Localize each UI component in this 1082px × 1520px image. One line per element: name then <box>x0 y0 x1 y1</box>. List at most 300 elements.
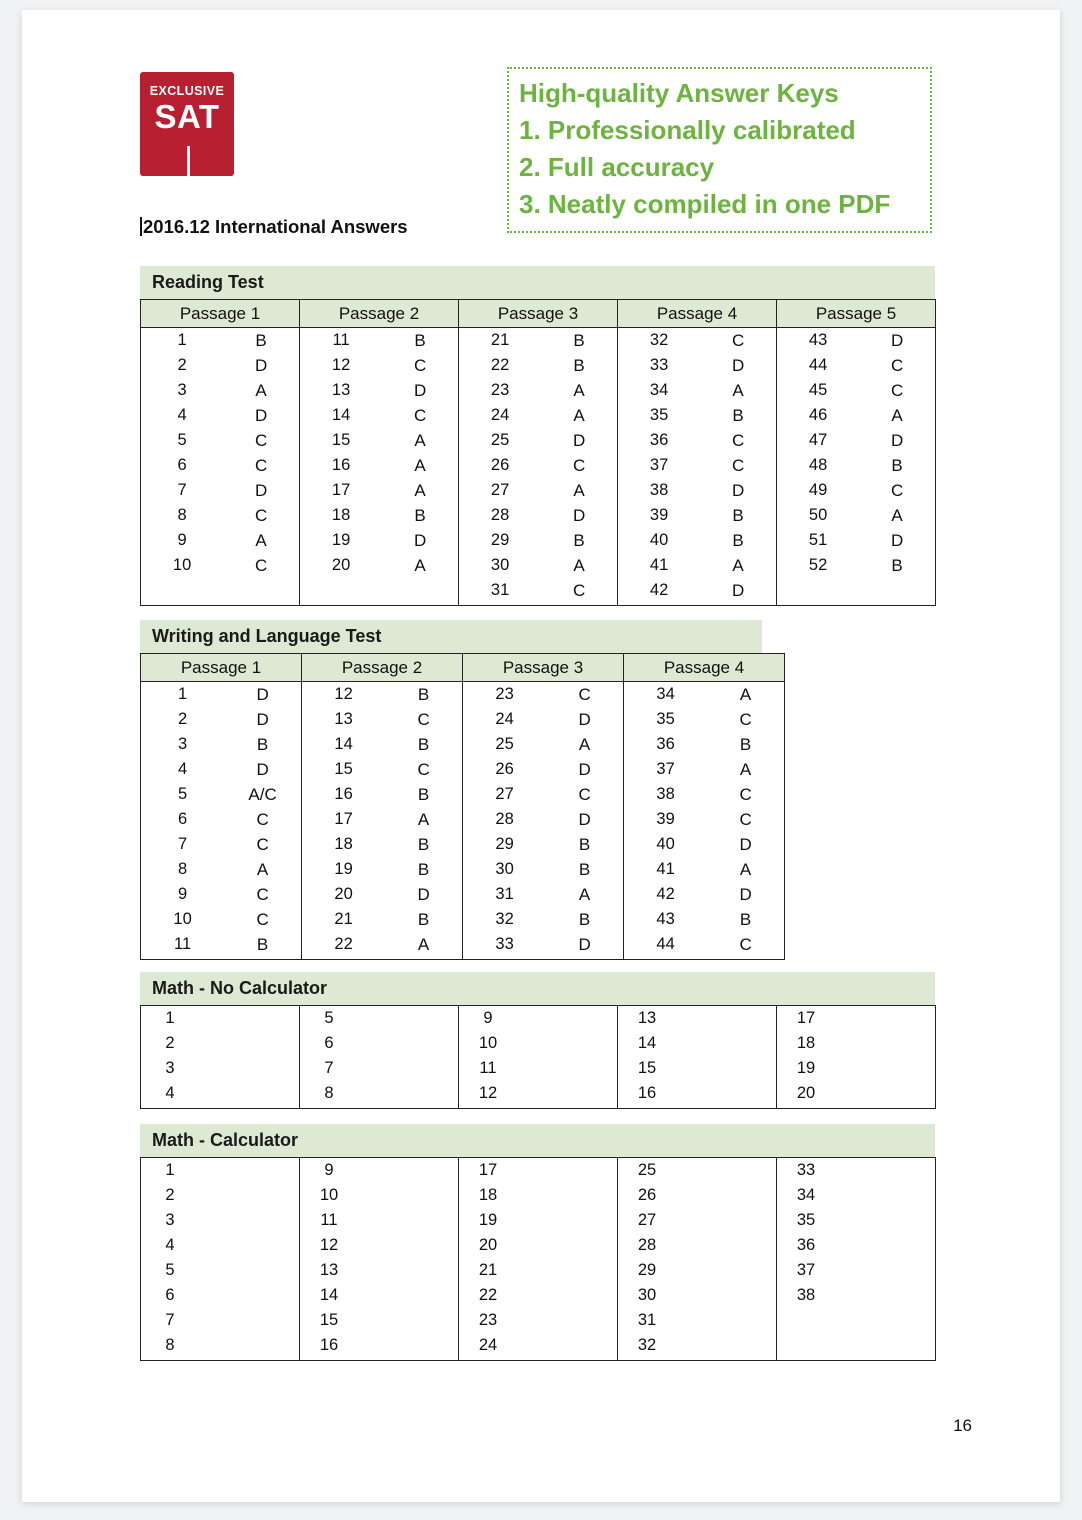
table-row <box>141 403 936 428</box>
answer-cell-16 <box>300 453 459 478</box>
answer-cell-14 <box>300 403 459 428</box>
question-number: 40 <box>656 835 675 853</box>
answer-cell-content <box>777 353 935 378</box>
answer-cell-23 <box>459 378 618 403</box>
answer-value: B <box>732 505 744 525</box>
answer-cell-content <box>459 1233 617 1258</box>
answer-cell-10 <box>300 1183 459 1208</box>
answer-cell-content <box>459 1031 617 1056</box>
question-number: 31 <box>495 885 514 903</box>
answer-value: A <box>891 505 903 525</box>
answer-cell-5 <box>300 1006 459 1032</box>
answer-cell-52 <box>777 553 936 578</box>
answer-value: D <box>890 330 904 350</box>
table-row <box>141 1208 936 1233</box>
answer-cell-content <box>618 1258 776 1283</box>
question-number: 17 <box>331 481 351 499</box>
answer-cell-content <box>300 353 458 378</box>
question-number: 39 <box>656 810 675 828</box>
answer-cell-content <box>302 832 462 857</box>
question-number: 15 <box>637 1059 657 1077</box>
answer-cell-content <box>141 1158 299 1183</box>
question-number: 34 <box>656 685 675 703</box>
column-header-2: Passage 2 <box>300 300 459 328</box>
answer-cell-content <box>618 1006 776 1031</box>
answer-cell-24 <box>459 1333 618 1361</box>
answer-cell-51 <box>777 528 936 553</box>
table-row <box>141 503 936 528</box>
answer-cell-44 <box>624 932 785 960</box>
answer-cell-content <box>300 1283 458 1308</box>
question-number: 28 <box>490 506 510 524</box>
answer-cell-content <box>302 732 462 757</box>
answer-cell-37 <box>618 453 777 478</box>
answer-cell-content <box>618 1081 776 1106</box>
table-row <box>141 1233 936 1258</box>
answer-cell-15 <box>300 1308 459 1333</box>
answer-cell-2 <box>141 1183 300 1208</box>
answer-cell-20 <box>459 1233 618 1258</box>
answer-value: A <box>414 430 426 450</box>
answer-value: A <box>414 455 426 475</box>
question-number: 1 <box>165 1161 175 1179</box>
question-number: 4 <box>177 406 187 424</box>
question-number: 20 <box>334 885 353 903</box>
question-number: 24 <box>478 1336 498 1354</box>
answer-cell-content <box>302 932 462 957</box>
question-number: 4 <box>178 760 188 778</box>
section-title-writing-and-language-test: Writing and Language Test <box>140 620 762 653</box>
question-number: 38 <box>796 1286 816 1304</box>
answer-value: A/C <box>248 784 277 804</box>
answer-cell-4 <box>141 1081 300 1109</box>
answer-cell-content <box>300 1031 458 1056</box>
answer-value: B <box>573 330 585 350</box>
answer-cell-16 <box>300 1333 459 1361</box>
answer-cell-content <box>463 807 623 832</box>
empty-cell-spacer <box>777 1308 935 1333</box>
question-number: 9 <box>178 885 188 903</box>
answer-value: A <box>573 405 585 425</box>
question-number: 10 <box>478 1034 498 1052</box>
answer-value: B <box>417 909 430 929</box>
question-number: 30 <box>490 556 510 574</box>
answer-cell-content <box>302 682 462 707</box>
question-number: 8 <box>324 1084 334 1102</box>
answer-cell-16 <box>302 782 463 807</box>
answer-cell-content <box>777 528 935 553</box>
table-row <box>141 1031 936 1056</box>
question-number: 5 <box>324 1009 334 1027</box>
question-number: 44 <box>656 935 675 953</box>
answer-cell-content <box>141 882 301 907</box>
answer-cell-22 <box>459 353 618 378</box>
logo-divider-bar <box>187 146 190 180</box>
question-number: 52 <box>808 556 828 574</box>
answer-cell-content <box>618 1283 776 1308</box>
answer-cell-content <box>463 882 623 907</box>
answer-value: D <box>731 355 745 375</box>
answer-value: A <box>573 380 585 400</box>
answer-cell-content <box>777 378 935 403</box>
answer-value: D <box>890 430 904 450</box>
answer-cell-42 <box>618 578 777 606</box>
answer-cell-18 <box>302 832 463 857</box>
answer-cell-content <box>141 707 301 732</box>
question-number: 22 <box>478 1286 498 1304</box>
answer-value: A <box>256 859 269 879</box>
answer-value: C <box>739 809 752 829</box>
question-number: 44 <box>808 356 828 374</box>
question-number: 14 <box>334 735 353 753</box>
answer-cell-5 <box>141 428 300 453</box>
exclusive-sat-logo <box>140 72 234 176</box>
table-row <box>141 578 936 606</box>
answer-value: B <box>573 355 585 375</box>
question-number: 33 <box>649 356 669 374</box>
answer-value: B <box>417 859 430 879</box>
page-title <box>140 216 408 238</box>
question-number: 32 <box>649 331 669 349</box>
answer-cell-content <box>777 1258 935 1283</box>
answer-cell-content <box>777 1031 935 1056</box>
answer-cell-20 <box>302 882 463 907</box>
section-title-reading-test: Reading Test <box>140 266 935 299</box>
answer-cell-content <box>777 1208 935 1233</box>
question-number: 18 <box>331 506 351 524</box>
table-row <box>141 1056 936 1081</box>
question-number: 41 <box>649 556 669 574</box>
answer-cell-2 <box>141 1031 300 1056</box>
answer-cell-content <box>618 1031 776 1056</box>
answer-value: D <box>256 684 269 704</box>
answer-value: B <box>578 859 591 879</box>
answer-cell-6 <box>141 1283 300 1308</box>
answer-cell-content <box>777 1006 935 1031</box>
answer-cell-content <box>459 403 617 428</box>
answer-cell-7 <box>141 478 300 503</box>
answer-value: D <box>739 884 752 904</box>
answer-cell-content <box>459 528 617 553</box>
question-number: 16 <box>331 456 351 474</box>
answer-cell-content <box>141 353 299 378</box>
question-number: 20 <box>796 1084 816 1102</box>
question-number: 19 <box>478 1211 498 1229</box>
answer-cell-17 <box>777 1006 936 1032</box>
answer-cell-content <box>618 453 776 478</box>
question-number: 18 <box>478 1186 498 1204</box>
answer-cell-content <box>624 782 784 807</box>
question-number: 17 <box>796 1009 816 1027</box>
question-number: 25 <box>637 1161 657 1179</box>
answer-cell-content <box>624 707 784 732</box>
question-number: 1 <box>178 685 188 703</box>
table-row <box>141 1158 936 1184</box>
answer-cell-content <box>141 932 301 957</box>
question-number: 20 <box>331 556 351 574</box>
question-number: 29 <box>637 1261 657 1279</box>
answer-value: D <box>256 709 269 729</box>
answer-cell-content <box>777 328 935 353</box>
promo-line-2: 2. Full accuracy <box>519 151 715 182</box>
answer-cell-content <box>141 453 299 478</box>
answer-cell-content <box>459 1158 617 1183</box>
question-number: 30 <box>495 860 514 878</box>
table-row <box>141 932 785 960</box>
answer-cell-content <box>141 782 301 807</box>
answer-value: D <box>256 759 269 779</box>
table-row <box>141 478 936 503</box>
answer-cell-content <box>459 503 617 528</box>
answer-value: B <box>891 455 903 475</box>
answer-cell-content <box>777 478 935 503</box>
question-number: 13 <box>331 381 351 399</box>
answer-value: B <box>414 505 426 525</box>
answer-value: D <box>254 355 268 375</box>
answer-cell-content <box>141 1233 299 1258</box>
answer-value: C <box>256 884 269 904</box>
answer-cell-content <box>777 503 935 528</box>
answer-cell-49 <box>777 478 936 503</box>
column-header-3: Passage 3 <box>459 300 618 328</box>
question-number: 16 <box>637 1084 657 1102</box>
answer-cell-content <box>624 807 784 832</box>
answer-value: A <box>739 684 752 704</box>
answer-value: C <box>254 505 268 525</box>
answer-cell-50 <box>777 503 936 528</box>
answer-cell-43 <box>777 328 936 354</box>
question-number: 3 <box>177 381 187 399</box>
answer-cell-3 <box>141 732 302 757</box>
answer-cell-5 <box>141 1258 300 1283</box>
answer-cell-content <box>302 857 462 882</box>
answer-cell-26 <box>618 1183 777 1208</box>
answer-cell-content <box>463 682 623 707</box>
answer-cell-content <box>141 378 299 403</box>
question-number: 48 <box>808 456 828 474</box>
answer-cell-content <box>459 1006 617 1031</box>
answer-cell-12 <box>300 1233 459 1258</box>
column-header-1: Passage 1 <box>141 300 300 328</box>
answer-cell-content <box>141 1333 299 1358</box>
table-row <box>141 453 936 478</box>
answer-cell-25 <box>463 732 624 757</box>
answer-cell-content <box>141 1208 299 1233</box>
answer-cell-10 <box>141 907 302 932</box>
question-number: 10 <box>173 910 192 928</box>
answer-cell-content <box>463 732 623 757</box>
answer-cell-content <box>618 528 776 553</box>
question-number: 13 <box>334 710 353 728</box>
question-number: 7 <box>177 481 187 499</box>
answer-cell-11 <box>141 932 302 960</box>
answer-cell-36 <box>777 1233 936 1258</box>
answer-value: A <box>739 759 752 779</box>
answer-cell-content <box>463 907 623 932</box>
question-number: 37 <box>796 1261 816 1279</box>
question-number: 4 <box>165 1084 175 1102</box>
table-row <box>141 1283 936 1308</box>
question-number: 13 <box>319 1261 339 1279</box>
answer-value: C <box>731 430 745 450</box>
answer-cell-content <box>141 1183 299 1208</box>
answer-cell-6 <box>141 453 300 478</box>
answer-cell-3 <box>141 1208 300 1233</box>
answer-value: C <box>256 809 269 829</box>
answer-cell-35 <box>624 707 785 732</box>
answer-cell-37 <box>624 757 785 782</box>
answer-cell-content <box>618 1208 776 1233</box>
answer-cell-empty <box>141 578 300 606</box>
answer-cell-content <box>300 1233 458 1258</box>
answer-cell-content <box>618 353 776 378</box>
answer-cell-34 <box>777 1183 936 1208</box>
table-row <box>141 378 936 403</box>
answer-cell-content <box>300 528 458 553</box>
answer-cell-content <box>459 378 617 403</box>
answer-cell-4 <box>141 1233 300 1258</box>
question-number: 12 <box>334 685 353 703</box>
answer-table-math-calculator <box>140 1157 936 1361</box>
answer-cell-3 <box>141 1056 300 1081</box>
answer-cell-44 <box>777 353 936 378</box>
question-number: 8 <box>165 1336 175 1354</box>
answer-cell-content <box>463 707 623 732</box>
answer-cell-content <box>300 378 458 403</box>
answer-cell-47 <box>777 428 936 453</box>
question-number: 38 <box>656 785 675 803</box>
answer-value: A <box>255 530 267 550</box>
answer-value: A <box>578 734 591 754</box>
question-number: 24 <box>495 710 514 728</box>
question-number: 24 <box>490 406 510 424</box>
answer-cell-content <box>141 1056 299 1081</box>
answer-value: D <box>254 480 268 500</box>
section-math-no-calculator <box>140 972 936 1109</box>
question-number: 26 <box>637 1186 657 1204</box>
question-number: 35 <box>656 710 675 728</box>
answer-cell-27 <box>463 782 624 807</box>
answer-cell-content <box>141 907 301 932</box>
answer-value: C <box>417 709 430 729</box>
question-number: 42 <box>656 885 675 903</box>
question-number: 46 <box>808 406 828 424</box>
answer-cell-content <box>300 1183 458 1208</box>
answer-value: D <box>413 380 427 400</box>
answer-cell-content <box>141 1081 299 1106</box>
answer-cell-31 <box>618 1308 777 1333</box>
answer-value: A <box>417 934 430 954</box>
question-number: 11 <box>479 1059 497 1077</box>
answer-cell-26 <box>463 757 624 782</box>
answer-cell-content <box>463 857 623 882</box>
answer-cell-33 <box>777 1158 936 1184</box>
answer-cell-content <box>302 782 462 807</box>
answer-cell-23 <box>459 1308 618 1333</box>
answer-cell-1 <box>141 1006 300 1032</box>
answer-cell-content <box>300 328 458 353</box>
question-number: 11 <box>332 331 350 349</box>
answer-value: A <box>732 380 744 400</box>
answer-value: C <box>254 455 268 475</box>
section-writing-and-language-test <box>140 620 785 960</box>
answer-cell-24 <box>463 707 624 732</box>
answer-cell-32 <box>463 907 624 932</box>
question-number: 28 <box>637 1236 657 1254</box>
question-number: 21 <box>490 331 510 349</box>
answer-cell-28 <box>459 503 618 528</box>
answer-cell-content <box>618 1333 776 1358</box>
answer-cell-46 <box>777 403 936 428</box>
answer-cell-content <box>300 1056 458 1081</box>
answer-value: D <box>417 884 430 904</box>
answer-cell-content <box>618 1233 776 1258</box>
answer-value: C <box>256 834 269 854</box>
answer-value: B <box>732 405 744 425</box>
answer-cell-30 <box>459 553 618 578</box>
question-number: 33 <box>495 935 514 953</box>
answer-value: C <box>256 909 269 929</box>
column-header-4: Passage 4 <box>618 300 777 328</box>
question-number: 28 <box>495 810 514 828</box>
answer-value: C <box>254 430 268 450</box>
answer-cell-content <box>777 1283 935 1308</box>
answer-cell-content <box>459 1183 617 1208</box>
answer-value: D <box>739 834 752 854</box>
answer-cell-2 <box>141 353 300 378</box>
answer-cell-42 <box>624 882 785 907</box>
question-number: 18 <box>334 835 353 853</box>
answer-cell-17 <box>302 807 463 832</box>
question-number: 35 <box>796 1211 816 1229</box>
answer-cell-content <box>302 757 462 782</box>
answer-cell-content <box>618 1056 776 1081</box>
answer-cell-content <box>777 453 935 478</box>
question-number: 17 <box>478 1161 498 1179</box>
question-number: 2 <box>165 1186 175 1204</box>
answer-cell-15 <box>300 428 459 453</box>
question-number: 15 <box>334 760 353 778</box>
question-number: 6 <box>165 1286 175 1304</box>
answer-cell-9 <box>459 1006 618 1032</box>
question-number: 14 <box>637 1034 657 1052</box>
answer-cell-18 <box>459 1183 618 1208</box>
question-number: 51 <box>808 531 828 549</box>
question-number: 7 <box>324 1059 334 1077</box>
answer-cell-content <box>459 1056 617 1081</box>
answer-cell-35 <box>618 403 777 428</box>
answer-cell-33 <box>463 932 624 960</box>
answer-cell-content <box>141 528 299 553</box>
answer-cell-content <box>463 832 623 857</box>
answer-cell-12 <box>459 1081 618 1109</box>
question-number: 16 <box>319 1336 339 1354</box>
answer-cell-content <box>777 428 935 453</box>
answer-value: C <box>417 759 430 779</box>
answer-cell-5 <box>141 782 302 807</box>
answer-cell-27 <box>459 478 618 503</box>
question-number: 42 <box>649 581 669 599</box>
answer-cell-8 <box>141 1333 300 1361</box>
answer-cell-4 <box>141 403 300 428</box>
question-number: 36 <box>656 735 675 753</box>
answer-cell-14 <box>300 1283 459 1308</box>
answer-cell-content <box>141 328 299 353</box>
answer-cell-content <box>618 428 776 453</box>
question-number: 34 <box>796 1186 816 1204</box>
question-number: 39 <box>649 506 669 524</box>
empty-cell-spacer <box>141 578 299 603</box>
